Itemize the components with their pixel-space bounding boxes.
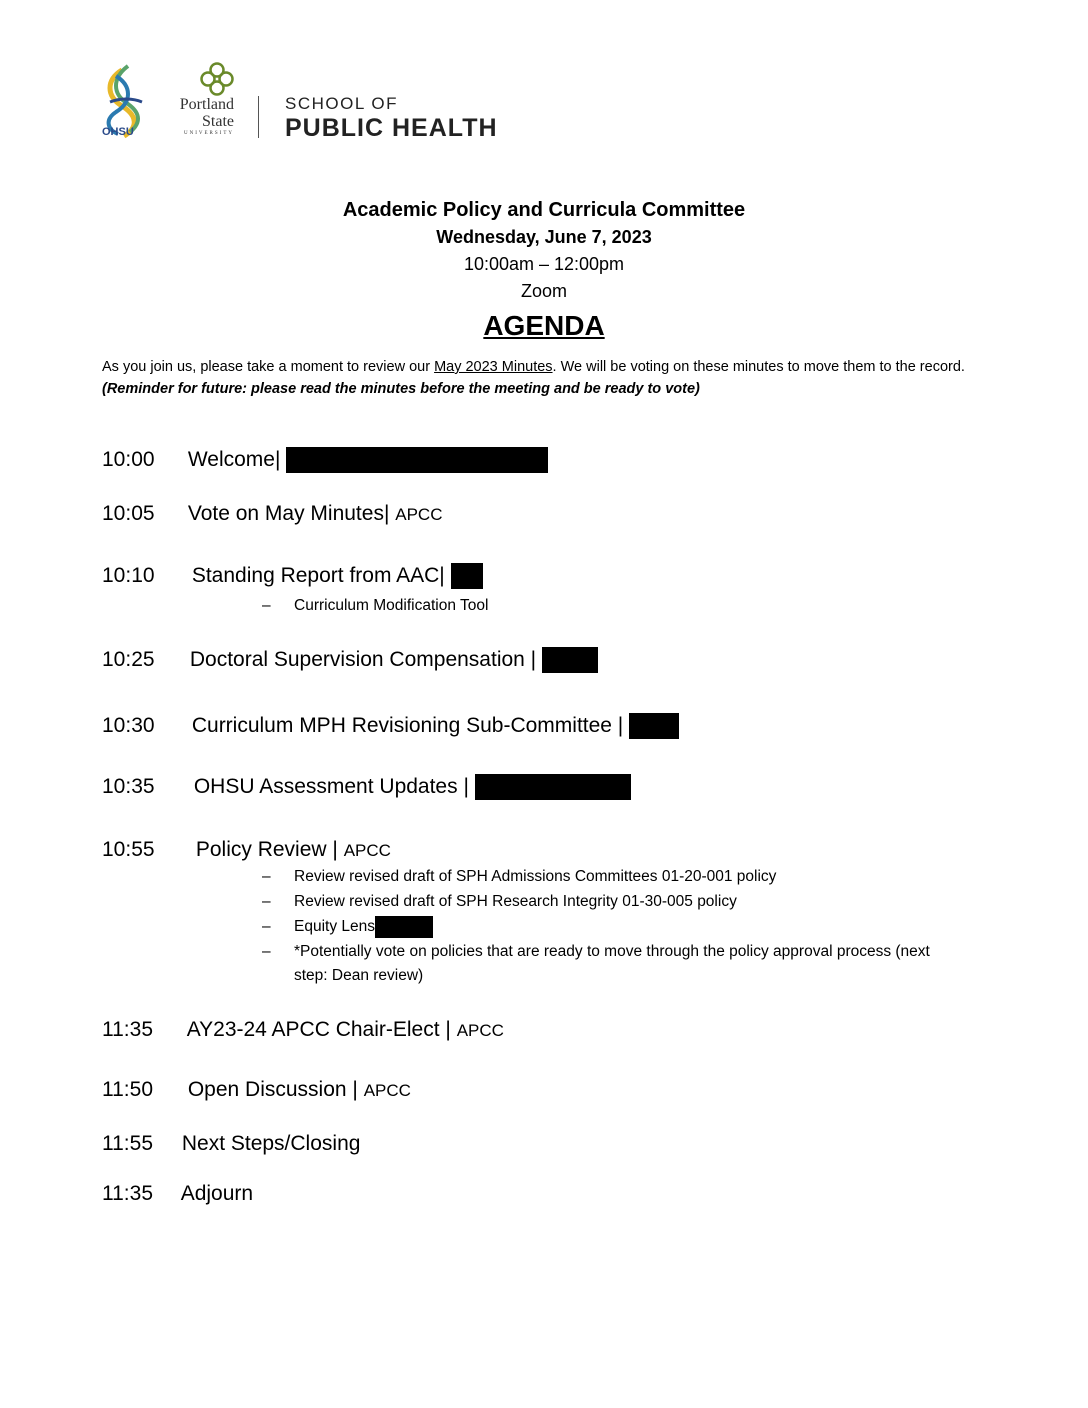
redaction-box xyxy=(375,916,433,938)
redaction-box xyxy=(629,713,679,739)
agenda-item xyxy=(102,836,391,865)
school-line1: SCHOOL OF xyxy=(285,94,398,113)
agenda-heading: AGENDA xyxy=(483,310,605,341)
intro-paragraph xyxy=(102,356,1036,400)
meeting-title-block xyxy=(0,196,1088,345)
psu-logo-text xyxy=(168,96,234,138)
redaction-box xyxy=(542,647,598,673)
agenda-title: AY23-24 APCC Chair-Elect | xyxy=(186,1018,451,1041)
agenda-subitem-continued: step: Dean review) xyxy=(294,967,424,984)
agenda-time: 11:55 xyxy=(102,1132,153,1155)
agenda-time: 10:55 xyxy=(102,838,155,861)
list-dash: – xyxy=(262,868,271,885)
committee-name: Academic Policy and Curricula Committee xyxy=(342,199,746,221)
agenda-time: 10:25 xyxy=(102,648,155,671)
subitem-text: Equity Lens xyxy=(294,918,375,935)
agenda-item xyxy=(102,1130,360,1158)
agenda-title: Standing Report from AAC| xyxy=(191,564,445,587)
agenda-item xyxy=(102,1076,411,1105)
agenda-title: Curriculum MPH Revisioning Sub-Committee | xyxy=(191,714,624,737)
meeting-time: 10:00am – 12:00pm xyxy=(463,254,625,274)
psu-logo-icon xyxy=(200,62,234,96)
agenda-title: Vote on May Minutes| xyxy=(187,502,390,525)
agenda-owner: APCC xyxy=(395,505,443,524)
intro-text-before: As you join us, please take a moment to review our xyxy=(102,359,435,375)
agenda-item xyxy=(102,646,598,674)
meeting-location: Zoom xyxy=(520,281,567,301)
agenda-owner: APCC xyxy=(363,1081,411,1100)
agenda-time: 11:35 xyxy=(102,1018,153,1041)
ohsu-logo-text: OHSU xyxy=(102,126,134,138)
agenda-title: Adjourn xyxy=(180,1182,254,1205)
subitem-text: Review revised draft of SPH Admissions Committees 01-20-001 policy xyxy=(294,868,777,885)
agenda-title: Policy Review | xyxy=(195,838,338,861)
agenda-time: 10:30 xyxy=(102,714,155,737)
agenda-item xyxy=(102,1016,504,1045)
list-dash: – xyxy=(262,893,271,910)
psu-name: Portland State xyxy=(179,96,234,130)
intro-reminder: (Reminder for future: please read the minutes before the meeting and be ready to vote) xyxy=(102,381,700,397)
agenda-title: OHSU Assessment Updates | xyxy=(193,775,469,798)
agenda-title: Welcome| xyxy=(187,448,281,471)
agenda-subitem xyxy=(262,865,776,889)
redaction-box xyxy=(475,774,631,800)
redaction-box xyxy=(286,447,548,473)
agenda-subitem xyxy=(262,915,433,939)
agenda-subitem xyxy=(262,940,930,964)
agenda-item xyxy=(102,773,631,801)
list-dash: – xyxy=(262,597,271,614)
agenda-item xyxy=(102,500,442,529)
header-logos xyxy=(98,62,528,144)
minutes-link[interactable]: May 2023 Minutes xyxy=(434,359,553,375)
agenda-owner: APCC xyxy=(456,1021,504,1040)
list-dash: – xyxy=(262,918,271,935)
agenda-time: 11:50 xyxy=(102,1078,153,1101)
agenda-time: 10:05 xyxy=(102,502,155,525)
subitem-text: Review revised draft of SPH Research Integrity 01-30-005 policy xyxy=(294,893,737,910)
agenda-subitem xyxy=(262,594,488,618)
agenda-title: Next Steps/Closing xyxy=(181,1132,361,1155)
school-name xyxy=(285,94,498,142)
logo-divider xyxy=(258,96,259,138)
list-dash: – xyxy=(262,943,271,960)
agenda-time: 10:35 xyxy=(102,775,155,798)
agenda-item xyxy=(102,562,483,590)
agenda-owner: APCC xyxy=(343,841,391,860)
agenda-time: 10:10 xyxy=(102,564,155,587)
intro-text-after: . We will be voting on these minutes to move them to the record. xyxy=(552,359,965,375)
psu-university: UNIVERSITY xyxy=(184,131,234,136)
subitem-text: Curriculum Modification Tool xyxy=(294,597,489,614)
agenda-subitem xyxy=(262,890,737,914)
agenda-time: 11:35 xyxy=(102,1182,153,1205)
agenda-item xyxy=(102,712,679,740)
agenda-item xyxy=(102,1180,253,1208)
agenda-title: Doctoral Supervision Compensation | xyxy=(189,648,537,671)
agenda-item xyxy=(102,446,548,474)
redaction-box xyxy=(451,563,483,589)
agenda-time: 10:00 xyxy=(102,448,155,471)
school-line2: PUBLIC HEALTH xyxy=(285,114,498,142)
agenda-title: Open Discussion | xyxy=(187,1078,358,1101)
subitem-text: *Potentially vote on policies that are ready to move through the policy approval process (next xyxy=(294,943,930,960)
meeting-date: Wednesday, June 7, 2023 xyxy=(436,227,652,247)
